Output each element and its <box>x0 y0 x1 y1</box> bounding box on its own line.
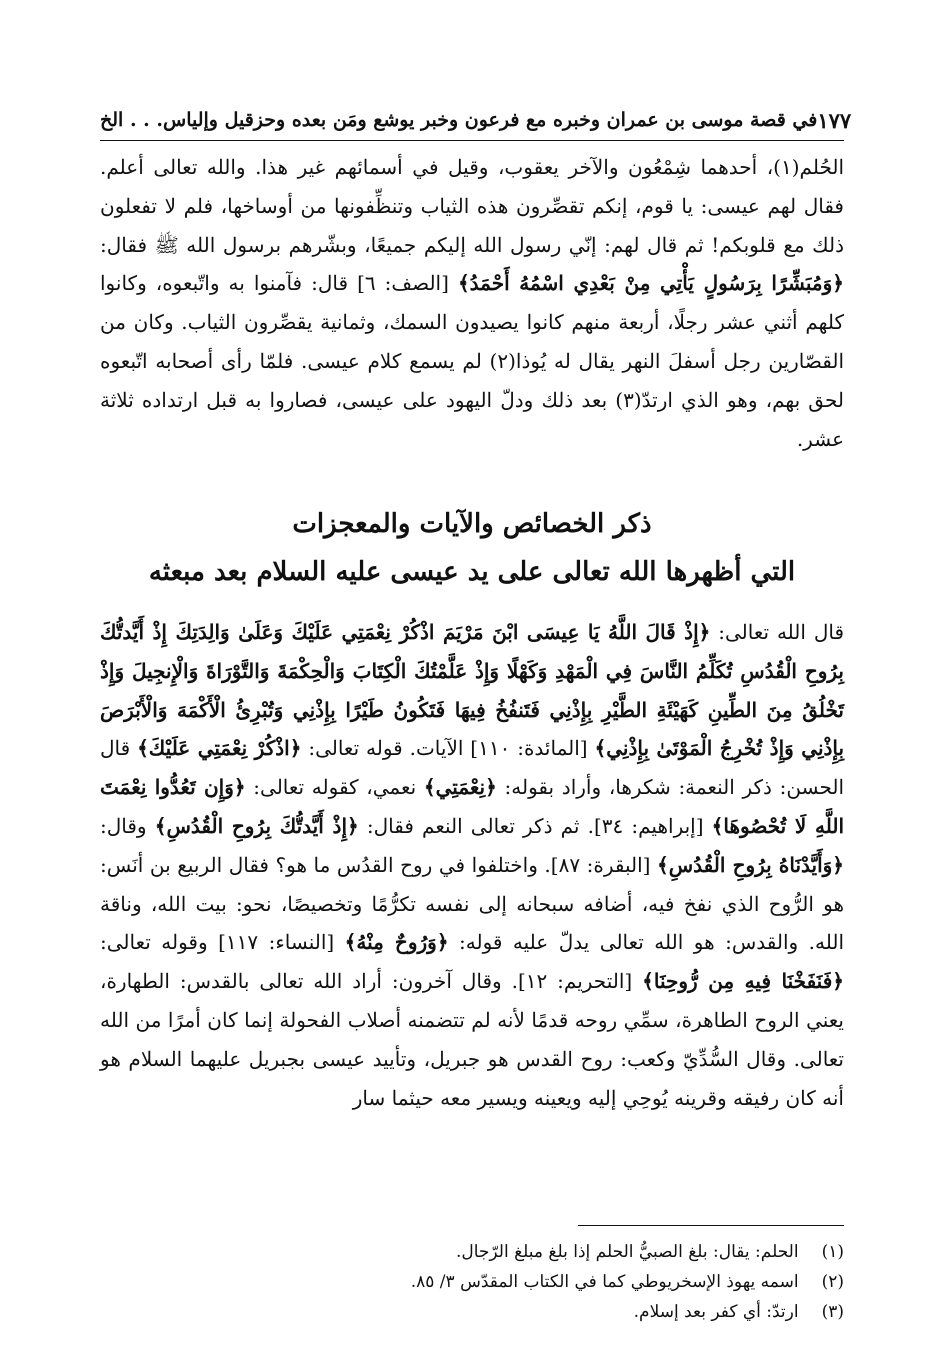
paragraph-disciples <box>100 148 844 458</box>
text-run: [النساء: ١١٧] وقوله تعالى: <box>100 930 335 955</box>
header-rule <box>100 140 844 141</box>
quran-verse: ﴿نِعْمَتِي﴾ <box>423 775 497 800</box>
footnote-number: (١) <box>821 1242 844 1262</box>
page-number: ١٧٧ <box>817 107 852 133</box>
footnotes <box>100 1237 844 1327</box>
section-heading-line-1: ذكر الخصائص والآيات والمعجزات <box>292 509 652 539</box>
footnote-rule <box>578 1225 844 1226</box>
footnote-text: ارتدّ: أي كفر بعد إسلام. <box>633 1302 799 1322</box>
text-run: قال الله تعالى: <box>718 620 844 644</box>
text-run: [البقرة: ٨٧]. واختلفوا في روح القدُس ما هو؟ فقال الربيع بن أنَس: هو الرُّوح الذي نفخ فيه، أضافه سبحانه إلى نفسه تكرُّمًا وتخصيصًا، نحو: بيت الله، وناقة الله. والقدس: هو الله تعالى يدلّ عليه قوله: <box>100 852 845 955</box>
running-title: في قصة موسى بن عمران وخبره مع فرعون وخبر يوشع ومَن بعده وحزقيل وإلياس. . . الخ <box>100 109 818 131</box>
quran-verse: ﴿اذْكُرْ نِعْمَتِي عَلَيْكَ﴾ <box>137 736 302 761</box>
quran-verse: ﴿وَإِن تَعُدُّوا نِعْمَتَ اللَّهِ لَا تُحْصُوهَا﴾ <box>100 775 845 838</box>
footnote-number: (٣) <box>821 1302 844 1322</box>
quran-verse: ﴿وَمُبَشِّرًا بِرَسُولٍ يَأْتِي مِنْ بَعْدِي اسْمُهُ أَحْمَدُ﴾ <box>457 271 844 296</box>
quran-verse: ﴿وَرُوحٌ مِنْهُ﴾ <box>344 930 449 955</box>
text-block-bottom <box>100 613 844 1117</box>
text-run: نعمي، كقوله تعالى: <box>253 775 417 800</box>
text-run: [المائدة: ١١٠] الآيات. قوله تعالى: <box>308 736 588 761</box>
quran-verse: ﴿إِذْ قَالَ اللَّهُ يَا عِيسَى ابْنَ مَرْيَمَ اذْكُرْ نِعْمَتِي عَلَيْكَ وَعَلَىٰ وَالِدَتِكَ إِذْ أَيَّدتُّكَ بِرُوحِ الْقُدُسِ تُكَلِّمُ النَّاسَ فِي الْمَهْدِ وَكَهْلًا وَإِذْ عَلَّمْتُكَ الْكِتَابَ وَالْحِكْمَةَ وَالتَّوْرَاةَ وَالْإِنجِيلَ وَإِذْ تَخْلُقُ مِنَ الطِّينِ كَهَيْئَةِ الطَّيْرِ بِإِذْنِي فَتَنفُخُ فِيهَا فَتَكُونُ طَيْرًا بِإِذْنِي وَتُبْرِئُ الْأَكْمَهَ وَالْأَبْرَصَ بِإِذْنِي وَإِذْ تُخْرِجُ الْمَوْتَىٰ بِإِذْنِي﴾ <box>100 620 845 761</box>
quran-verse: ﴿فَنَفَخْنَا فِيهِ مِن رُّوحِنَا﴾ <box>642 969 845 994</box>
text-run: قال الحسن: ذكر النعمة: شكرها، وأراد بقوله: <box>100 736 845 800</box>
text-run: [إبراهيم: ٣٤]. ثم ذكر تعالى النعم فقال: <box>366 813 704 838</box>
page-header <box>100 100 852 140</box>
text-run: [الصف: ٦] قال: فآمنوا به واتّبعوه، وكانوا كلهم أثني عشر رجلًا، أربعة منهم كانوا يصيدون السمك، وثمانية يقصِّرون الثياب. وكان من القصّارين رجل أسفلَ النهر يقال له يُوذا(٢) لم يسمع كلام عيسى. فلمّا رأى أصحابه اتّبعوه لحق بهم، وهو الذي ارتدّ(٣) بعد ذلك ودلّ اليهود على عيسى، فصاروا به قبل ارتداده ثلاثة عشر. <box>100 271 845 451</box>
section-heading-line-2: التي أظهرها الله تعالى على يد عيسى عليه السلام بعد مبعثه <box>148 557 796 587</box>
text-run: وقال: <box>100 813 147 838</box>
text-block-top <box>100 148 844 458</box>
footnote <box>100 1237 844 1267</box>
quran-verse: ﴿وَأَيَّدْنَاهُ بِرُوحِ الْقُدُسِ﴾ <box>657 852 845 877</box>
text-run: الحُلم(١)، أحدهما شِمْعُون والآخر يعقوب، وقيل في أسمائهم غير هذا. والله تعالى أعلم. فقال لهم عيسى: يا قوم، إنكم تقصِّرون هذه الثياب وتنظِّفونها من أوساخها، فلم لا تفعلون ذلك مع قلوبكم! ثم قال لهم: إنّي رسول الله إليكم جميعًا، وبشّرهم برسول الله ﷺ فقال: <box>100 155 844 257</box>
text-run: [التحريم: ١٢]. وقال آخرون: أراد الله تعالى بالقدس: الطهارة، يعني الروح الطاهرة، سمِّي روحه قدمًا لأنه لم تتضمنه أصلاب الفحولة إنما كان أمرًا من الله تعالى. وقال السُّدِّيّ وكعب: روح القدس هو جبريل، وتأييد عيسى بجبريل عليهما السلام هو أنه كان رفيقه وقرينه يُوحِي إليه ويعينه ويسير معه حيثما سار <box>100 969 844 1110</box>
footnote-text: اسمه يهوذ الإسخريوطي كما في الكتاب المقدّس ٣/ ٨٥. <box>410 1272 799 1292</box>
quran-verse: ﴿إِذْ أَيَّدتُّكَ بِرُوحِ الْقُدُسِ﴾ <box>154 813 359 838</box>
paragraph-miracles <box>100 613 844 1117</box>
footnote-number: (٢) <box>821 1272 844 1292</box>
footnote <box>100 1267 844 1297</box>
footnote <box>100 1297 844 1327</box>
footnote-text: الحلم: يقال: بلغ الصبيُّ الحلم إذا بلغ مبلغ الرّجال. <box>455 1242 799 1262</box>
